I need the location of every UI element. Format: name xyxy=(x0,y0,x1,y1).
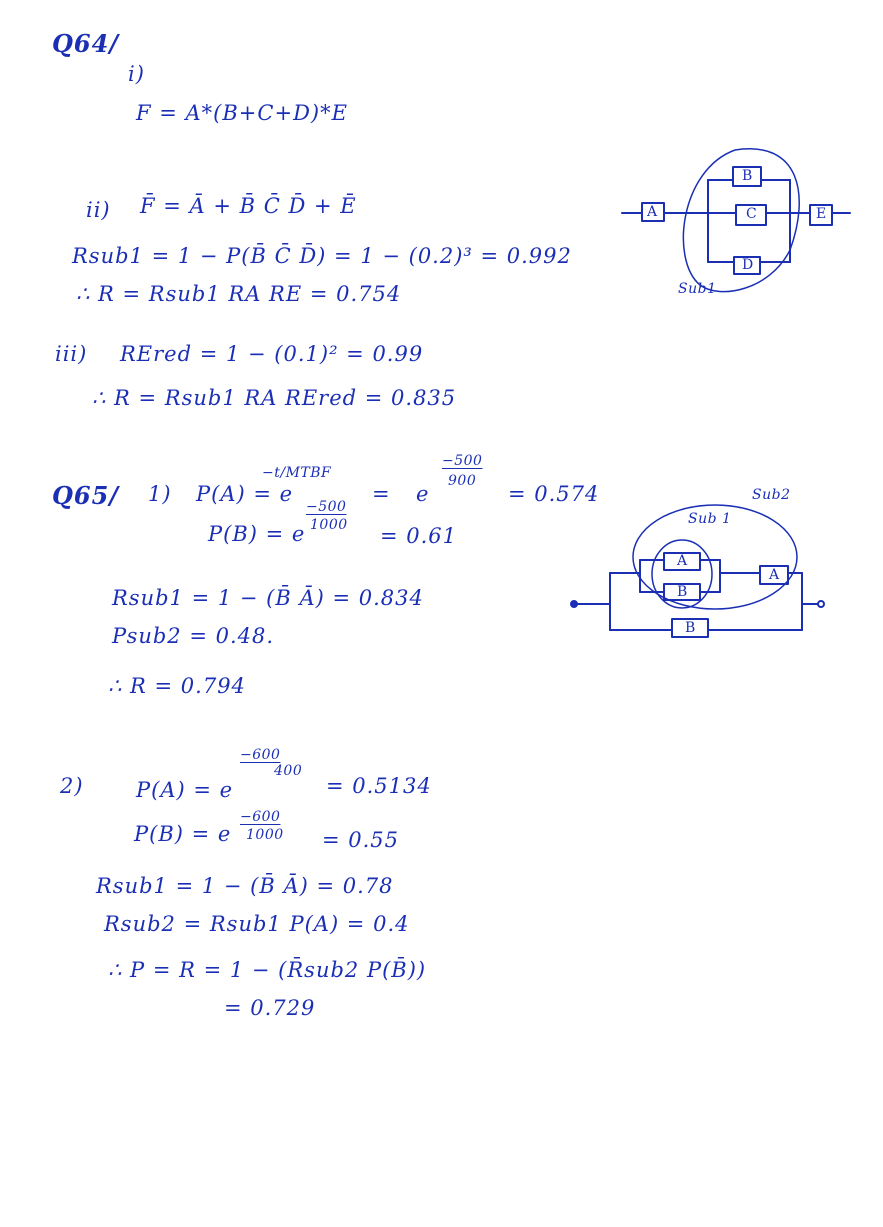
q65-pb-denominator: 1000 xyxy=(310,517,348,533)
q65-p2-r-sub2: Rsub2 = Rsub1 P(A) = 0.4 xyxy=(104,912,410,936)
q64-label-b: B xyxy=(742,168,753,184)
q65-p2-pb-lhs: P(B) = e xyxy=(134,822,232,846)
q65-pa-denominator: 900 xyxy=(448,473,477,489)
q65-pb-result: = 0.61 xyxy=(380,524,458,548)
q65-p2-pa-denominator: 400 xyxy=(274,763,303,779)
q65-p2-pb-result: = 0.55 xyxy=(322,828,400,852)
q65-pa-e: e xyxy=(416,482,430,506)
q65-part-2-marker: 2) xyxy=(60,774,84,798)
q65-pa-eq: = xyxy=(372,482,391,506)
q64-r-total: ∴ R = Rsub1 RA RE = 0.754 xyxy=(76,282,402,306)
q65-label-a-series: A xyxy=(769,567,780,583)
q65-p2-pa-result: = 0.5134 xyxy=(326,774,432,798)
q64-label-c: C xyxy=(746,206,757,222)
q64-r-ered-total: ∴ R = Rsub1 RA REred = 0.835 xyxy=(92,386,457,410)
q64-part-i-equation: F = A*(B+C+D)*E xyxy=(136,101,348,125)
q64-r-sub1: Rsub1 = 1 − P(B̄ C̄ D̄) = 1 − (0.2)³ = 0.992 xyxy=(72,244,572,268)
q64-part-ii-complement: F̄ = Ā + B̄ C̄ D̄ + Ē xyxy=(140,194,357,218)
q64-part-i-marker: i) xyxy=(128,62,145,86)
q64-part-ii-marker: ii) xyxy=(86,198,111,222)
q65-output-terminal xyxy=(818,601,824,607)
q65-r-total: ∴ R = 0.794 xyxy=(108,674,246,698)
q64-heading: Q64/ xyxy=(52,29,120,58)
q65-r-sub1: Rsub1 = 1 − (B̄ Ā) = 0.834 xyxy=(112,586,424,610)
q65-label-a-inner: A xyxy=(677,553,688,569)
q65-p2-pb-denominator: 1000 xyxy=(246,827,284,843)
q65-part-1-marker: 1) xyxy=(148,482,172,506)
q65-pa-result: = 0.574 xyxy=(508,482,600,506)
q64-r-ered: REred = 1 − (0.1)² = 0.99 xyxy=(120,342,424,366)
q65-pa-numerator: −500 xyxy=(442,453,483,469)
q65-heading: Q65/ xyxy=(52,481,120,510)
q65-p2-pa-lhs: P(A) = e xyxy=(136,778,234,802)
q64-sub1-label: Sub1 xyxy=(678,281,717,297)
q65-p2-pa-numerator: −600 xyxy=(240,747,281,763)
q65-p2-p-line: ∴ P = R = 1 − (R̄sub2 P(B̄)) xyxy=(108,958,427,982)
q65-label-b-bypass: B xyxy=(685,620,696,636)
q65-sub2-label: Sub2 xyxy=(752,487,791,503)
q65-p2-r-sub1: Rsub1 = 1 − (B̄ Ā) = 0.78 xyxy=(96,874,394,898)
q65-label-b-inner: B xyxy=(677,584,688,600)
q65-pb-numerator: −500 xyxy=(306,499,347,515)
q64-part-iii-marker: iii) xyxy=(55,342,88,366)
q65-p2-pb-numerator: −600 xyxy=(240,809,281,825)
q64-label-e: E xyxy=(816,206,827,222)
q65-pb-lhs: P(B) = e xyxy=(208,522,306,546)
q65-pa-exponent: −t/MTBF xyxy=(262,465,332,481)
q64-label-a: A xyxy=(647,204,658,220)
q65-sub1-label: Sub 1 xyxy=(688,511,732,527)
q65-p2-p-result: = 0.729 xyxy=(224,996,316,1020)
q64-label-d: D xyxy=(742,257,754,273)
q65-pa-lhs: P(A) = e xyxy=(196,482,294,506)
q65-p-sub2: Psub2 = 0.48. xyxy=(112,624,275,648)
